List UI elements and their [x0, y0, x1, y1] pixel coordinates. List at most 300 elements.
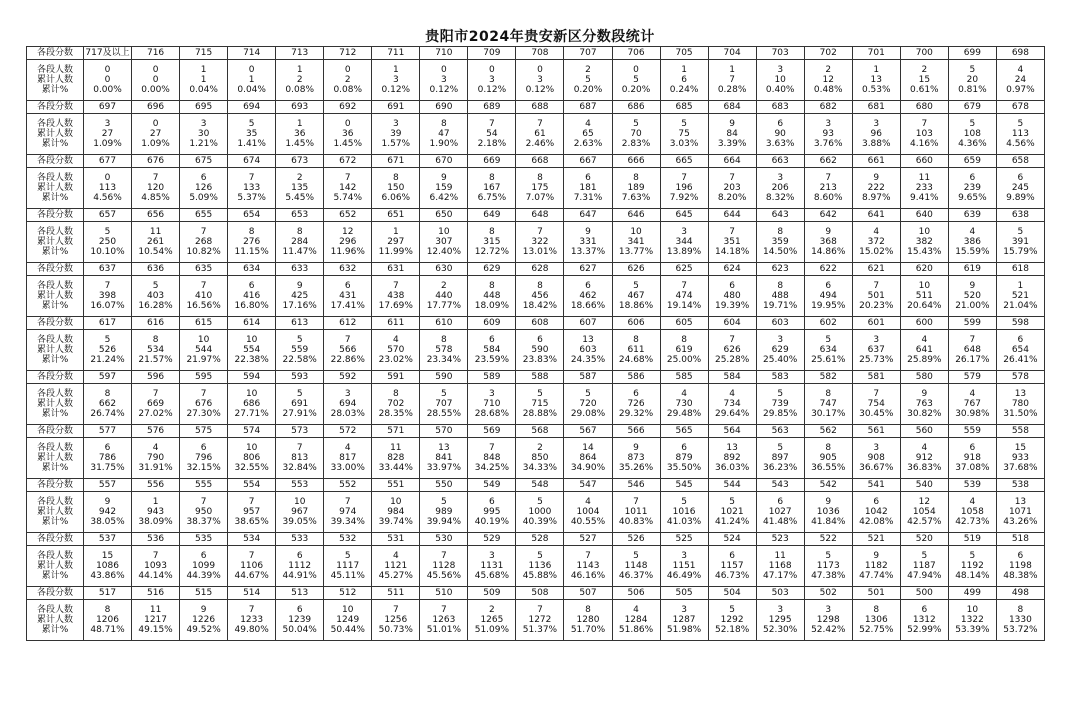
count-value: 1: [392, 227, 399, 237]
score-cell: 505: [660, 587, 708, 600]
percent-value: 40.83%: [618, 517, 654, 527]
cumulative-value: 233: [915, 183, 933, 193]
stats-cell: [372, 168, 420, 209]
stats-cell: [228, 384, 276, 425]
percent-value: 28.35%: [378, 409, 413, 419]
score-cell: 513: [276, 587, 324, 600]
count-value: 3: [392, 119, 399, 129]
stats-cell: [420, 438, 468, 479]
score-cell: 689: [468, 101, 516, 114]
stats-cell: [996, 384, 1044, 425]
count-value: 7: [489, 443, 495, 453]
count-label: 各段人数: [36, 443, 73, 453]
stats-cell: [756, 438, 804, 479]
cumulative-value: 654: [1011, 345, 1029, 355]
percent-value: 46.37%: [618, 571, 654, 581]
score-cell: 518: [996, 533, 1044, 546]
stats-cell: [564, 222, 612, 263]
stats-cell: [324, 546, 372, 587]
cumulative-value: 767: [963, 399, 981, 409]
cumulative-value: 359: [771, 237, 789, 247]
stats-cell: [324, 114, 372, 155]
count-label: 各段人数: [36, 281, 73, 291]
percent-value: 19.14%: [666, 301, 702, 311]
percent-value: 44.67%: [234, 571, 269, 581]
count-value: 2: [440, 281, 447, 291]
percent-value: 23.02%: [378, 355, 413, 365]
cumulative-value: 27: [149, 129, 162, 139]
score-cell: 525: [660, 533, 708, 546]
cumulative-value: 739: [771, 399, 789, 409]
stats-cell: [228, 330, 276, 371]
cumulative-value: 521: [1011, 291, 1029, 301]
cumulative-value: 203: [723, 183, 741, 193]
percent-value: 5.74%: [333, 193, 363, 203]
percent-value: 8.32%: [765, 193, 795, 203]
count-value: 7: [344, 497, 351, 507]
stats-cell: [132, 114, 180, 155]
cumulative-label: 累计人数: [36, 561, 73, 571]
count-value: 5: [777, 443, 784, 453]
score-cell: 681: [852, 101, 900, 114]
percent-value: 45.27%: [378, 571, 413, 581]
percent-value: 29.48%: [666, 409, 702, 419]
stats-cell: [180, 222, 228, 263]
count-value: 1: [296, 65, 303, 75]
score-row: [27, 47, 1045, 60]
score-cell: 560: [900, 425, 948, 438]
percent-value: 21.24%: [90, 355, 125, 365]
cumulative-value: 120: [146, 183, 165, 193]
count-value: 7: [537, 227, 543, 237]
score-cell: 653: [276, 209, 324, 222]
stats-cell: [900, 222, 948, 263]
score-cell: 595: [180, 371, 228, 384]
percent-value: 34.90%: [570, 463, 606, 473]
cumulative-value: 730: [675, 399, 693, 409]
percent-value: 21.57%: [138, 355, 173, 365]
stats-cell: [996, 168, 1044, 209]
count-value: 5: [152, 281, 159, 291]
count-value: 0: [440, 65, 447, 75]
count-value: 8: [1017, 605, 1024, 615]
cumulative-value: 467: [627, 291, 645, 301]
count-value: 9: [200, 605, 207, 615]
percent-value: 40.19%: [474, 517, 510, 527]
count-value: 9: [825, 497, 832, 507]
count-value: 13: [726, 443, 738, 453]
percent-value: 51.09%: [474, 625, 510, 635]
percent-value: 2.63%: [573, 139, 603, 149]
cumulative-value: 296: [339, 237, 357, 247]
count-value: 4: [585, 119, 591, 129]
cumulative-value: 1136: [528, 561, 552, 571]
percent-value: 46.49%: [666, 571, 702, 581]
cumulative-value: 1239: [288, 615, 312, 625]
score-cell: 566: [612, 425, 660, 438]
percent-value: 41.84%: [811, 517, 846, 527]
score-cell: 556: [132, 479, 180, 492]
percent-value: 28.88%: [522, 409, 558, 419]
stats-cell: [804, 492, 852, 533]
stats-cell: [948, 330, 996, 371]
count-value: 1: [152, 497, 159, 507]
cumulative-value: 54: [486, 129, 498, 139]
stats-cell: [420, 330, 468, 371]
score-cell: 572: [324, 425, 372, 438]
score-cell: 519: [948, 533, 996, 546]
count-value: 7: [200, 227, 207, 237]
percent-value: 44.91%: [282, 571, 317, 581]
cumulative-value: 250: [98, 237, 117, 247]
cumulative-value: 126: [195, 183, 213, 193]
cumulative-value: 918: [963, 453, 981, 463]
count-value: 5: [537, 389, 543, 399]
score-row-label: 各段分数: [27, 263, 84, 276]
count-value: 8: [489, 281, 495, 291]
stats-cell: [468, 60, 516, 101]
percent-value: 45.88%: [522, 571, 558, 581]
count-value: 9: [440, 173, 447, 183]
percent-value: 34.33%: [522, 463, 558, 473]
count-value: 7: [489, 119, 495, 129]
score-cell: 503: [756, 587, 804, 600]
count-value: 11: [390, 443, 402, 453]
stats-cell: [900, 492, 948, 533]
stats-cell: [612, 438, 660, 479]
stats-cell: [900, 330, 948, 371]
stats-cell: [948, 60, 996, 101]
percent-value: 47.38%: [811, 571, 846, 581]
percent-value: 5.09%: [189, 193, 218, 203]
score-cell: 606: [612, 317, 660, 330]
stats-cell: [324, 384, 372, 425]
score-cell: 515: [180, 587, 228, 600]
count-value: 5: [1017, 227, 1024, 237]
score-cell: 707: [564, 47, 612, 60]
score-cell: 665: [660, 155, 708, 168]
count-value: 7: [392, 605, 399, 615]
stats-cell: [660, 60, 708, 101]
percent-value: 10.54%: [138, 247, 173, 257]
cumulative-value: 619: [675, 345, 693, 355]
stats-cell: [516, 276, 564, 317]
percent-value: 8.20%: [717, 193, 747, 203]
count-label: 各段人数: [36, 497, 73, 507]
stats-cell: [324, 168, 372, 209]
score-cell: 713: [276, 47, 324, 60]
score-cell: 569: [468, 425, 516, 438]
percent-value: 5.37%: [237, 193, 266, 203]
stats-row: [27, 222, 1045, 263]
score-cell: 557: [84, 479, 132, 492]
score-row-label: 各段分数: [27, 317, 84, 330]
count-label: 各段人数: [36, 389, 73, 399]
percent-value: 9.89%: [1006, 193, 1035, 203]
percent-value: 27.91%: [282, 409, 317, 419]
cumulative-value: 175: [531, 183, 549, 193]
count-value: 6: [873, 497, 880, 507]
percent-value: 16.28%: [138, 301, 173, 311]
percent-value: 36.67%: [859, 463, 894, 473]
score-cell: 530: [420, 533, 468, 546]
stats-cell: [948, 114, 996, 155]
score-cell: 554: [228, 479, 276, 492]
stats-cell: [852, 60, 900, 101]
percent-value: 52.18%: [714, 625, 750, 635]
score-cell: 652: [324, 209, 372, 222]
cumulative-value: 135: [291, 183, 309, 193]
cumulative-value: 113: [98, 183, 117, 193]
percent-value: 24.35%: [570, 355, 606, 365]
stats-cell: [900, 276, 948, 317]
count-value: 6: [344, 281, 351, 291]
score-cell: 680: [900, 101, 948, 114]
score-cell: 528: [516, 533, 564, 546]
cumulative-value: 368: [819, 237, 837, 247]
cumulative-value: 933: [1011, 453, 1029, 463]
score-cell: 553: [276, 479, 324, 492]
score-cell: 711: [372, 47, 420, 60]
cumulative-value: 2: [296, 75, 303, 85]
cumulative-value: 341: [627, 237, 645, 247]
cumulative-label: 累计人数: [36, 291, 73, 301]
score-cell: 633: [276, 263, 324, 276]
count-value: 9: [873, 173, 880, 183]
score-cell: 583: [756, 371, 804, 384]
count-value: 8: [489, 173, 495, 183]
count-value: 1: [200, 65, 207, 75]
cumulative-value: 96: [870, 129, 882, 139]
stats-cell: [228, 222, 276, 263]
percent-value: 0.08%: [285, 85, 314, 95]
cumulative-value: 897: [771, 453, 789, 463]
count-value: 9: [104, 497, 111, 507]
percent-value: 31.91%: [138, 463, 173, 473]
count-label: 各段人数: [36, 119, 73, 129]
percent-value: 50.73%: [378, 625, 413, 635]
cumulative-value: 47: [438, 129, 450, 139]
percent-value: 45.11%: [330, 571, 365, 581]
count-value: 6: [200, 173, 207, 183]
count-value: 0: [104, 173, 111, 183]
count-value: 9: [969, 281, 976, 291]
stats-row: [27, 330, 1045, 371]
count-value: 8: [825, 443, 832, 453]
score-cell: 601: [852, 317, 900, 330]
count-value: 10: [342, 605, 354, 615]
stats-cell: [756, 330, 804, 371]
count-label: 各段人数: [36, 335, 73, 345]
percent-value: 43.26%: [1003, 517, 1038, 527]
cumulative-value: 694: [339, 399, 357, 409]
cumulative-label: 累计人数: [36, 507, 73, 517]
percent-value: 6.42%: [429, 193, 459, 203]
score-cell: 589: [468, 371, 516, 384]
percent-value: 25.00%: [666, 355, 702, 365]
percent-value: 33.97%: [426, 463, 462, 473]
score-cell: 593: [276, 371, 324, 384]
count-value: 10: [966, 605, 979, 615]
percent-value: 34.25%: [474, 463, 510, 473]
stats-cell: [804, 222, 852, 263]
percent-value: 27.30%: [186, 409, 221, 419]
count-value: 6: [489, 335, 495, 345]
stats-cell: [708, 222, 756, 263]
cumulative-value: 1249: [336, 615, 360, 625]
percent-value: 51.37%: [522, 625, 558, 635]
score-cell: 571: [372, 425, 420, 438]
count-value: 5: [344, 551, 351, 561]
count-value: 6: [200, 443, 207, 453]
stats-cell: [276, 168, 324, 209]
stats-cell: [564, 546, 612, 587]
score-cell: 603: [756, 317, 804, 330]
count-value: 4: [969, 227, 976, 237]
cumulative-value: 448: [483, 291, 501, 301]
count-value: 3: [777, 65, 784, 75]
count-value: 8: [537, 281, 543, 291]
count-value: 11: [774, 551, 786, 561]
percent-value: 53.39%: [955, 625, 990, 635]
percent-value: 0.48%: [813, 85, 843, 95]
stats-cell: [84, 492, 132, 533]
count-value: 8: [873, 605, 880, 615]
score-cell: 669: [468, 155, 516, 168]
cumulative-value: 544: [195, 345, 213, 355]
percent-value: 49.80%: [234, 625, 269, 635]
cumulative-value: 691: [291, 399, 309, 409]
score-cell: 657: [84, 209, 132, 222]
score-cell: 674: [228, 155, 276, 168]
percent-value: 15.79%: [1003, 247, 1038, 257]
count-value: 3: [200, 119, 207, 129]
stats-cell: [612, 276, 660, 317]
stats-cell: [276, 546, 324, 587]
count-value: 8: [633, 173, 639, 183]
score-cell: 660: [900, 155, 948, 168]
count-value: 9: [921, 389, 928, 399]
count-value: 10: [245, 389, 258, 399]
score-cell: 562: [804, 425, 852, 438]
percent-value: 22.38%: [234, 355, 269, 365]
stats-cell: [180, 384, 228, 425]
stats-cell: [900, 438, 948, 479]
score-cell: 672: [324, 155, 372, 168]
count-value: 7: [344, 335, 351, 345]
stats-cell: [564, 168, 612, 209]
percent-value: 4.16%: [910, 139, 939, 149]
count-value: 1: [392, 65, 399, 75]
percent-value: 41.24%: [714, 517, 750, 527]
cumulative-value: 84: [726, 129, 738, 139]
score-cell: 590: [420, 371, 468, 384]
percent-value: 21.00%: [955, 301, 990, 311]
percent-value: 6.06%: [381, 193, 411, 203]
stats-cell: [708, 600, 756, 641]
stats-cell: [420, 114, 468, 155]
percent-value: 48.14%: [955, 571, 990, 581]
score-row: [27, 209, 1045, 222]
cumulative-value: 710: [483, 399, 501, 409]
percent-value: 0.28%: [717, 85, 747, 95]
percent-value: 1.45%: [285, 139, 314, 149]
percent-value: 33.44%: [378, 463, 413, 473]
cumulative-value: 780: [1011, 399, 1029, 409]
score-cell: 504: [708, 587, 756, 600]
score-cell: 684: [708, 101, 756, 114]
percent-value: 13.77%: [618, 247, 654, 257]
cumulative-value: 726: [627, 399, 645, 409]
score-cell: 690: [420, 101, 468, 114]
stats-cell: [660, 114, 708, 155]
percent-value: 0.12%: [525, 85, 555, 95]
stats-cell: [708, 492, 756, 533]
percent-value: 26.17%: [955, 355, 990, 365]
cumulative-value: 15: [918, 75, 931, 85]
count-value: 12: [342, 227, 354, 237]
cumulative-value: 351: [723, 237, 741, 247]
count-value: 7: [729, 227, 735, 237]
percent-value: 4.36%: [958, 139, 987, 149]
stats-cell: [132, 438, 180, 479]
count-value: 10: [390, 497, 402, 507]
score-cell: 581: [852, 371, 900, 384]
percent-value: 44.14%: [138, 571, 173, 581]
cumulative-value: 494: [819, 291, 837, 301]
score-cell: 693: [276, 101, 324, 114]
cumulative-label: 累计人数: [36, 129, 73, 139]
score-cell: 588: [516, 371, 564, 384]
count-value: 0: [104, 65, 111, 75]
percent-value: 31.75%: [90, 463, 125, 473]
score-cell: 499: [948, 587, 996, 600]
cumulative-value: 12: [822, 75, 834, 85]
count-value: 6: [969, 173, 976, 183]
cumulative-value: 3: [489, 75, 495, 85]
percent-value: 16.07%: [90, 301, 125, 311]
stats-cell: [276, 438, 324, 479]
score-cell: 549: [468, 479, 516, 492]
cumulative-value: 1306: [864, 615, 888, 625]
score-cell: 555: [180, 479, 228, 492]
stats-cell: [276, 60, 324, 101]
percent-value: 11.96%: [330, 247, 365, 257]
percent-value: 3.39%: [717, 139, 747, 149]
count-value: 4: [729, 389, 735, 399]
percent-value: 30.98%: [955, 409, 990, 419]
count-value: 9: [633, 443, 639, 453]
cumulative-value: 416: [243, 291, 261, 301]
score-cell: 692: [324, 101, 372, 114]
cumulative-value: 1042: [864, 507, 888, 517]
stats-row: [27, 168, 1045, 209]
stats-cell: [708, 546, 756, 587]
score-cell: 535: [180, 533, 228, 546]
stats-cell: [468, 114, 516, 155]
stats-cell: [612, 600, 660, 641]
stats-cell: [660, 438, 708, 479]
stats-cell: [180, 60, 228, 101]
percent-value: 45.56%: [426, 571, 462, 581]
cumulative-value: 1004: [576, 507, 600, 517]
score-cell: 677: [84, 155, 132, 168]
count-value: 6: [1017, 335, 1024, 345]
percent-value: 35.50%: [666, 463, 702, 473]
score-row: [27, 479, 1045, 492]
score-cell: 608: [516, 317, 564, 330]
stats-cell: [132, 600, 180, 641]
